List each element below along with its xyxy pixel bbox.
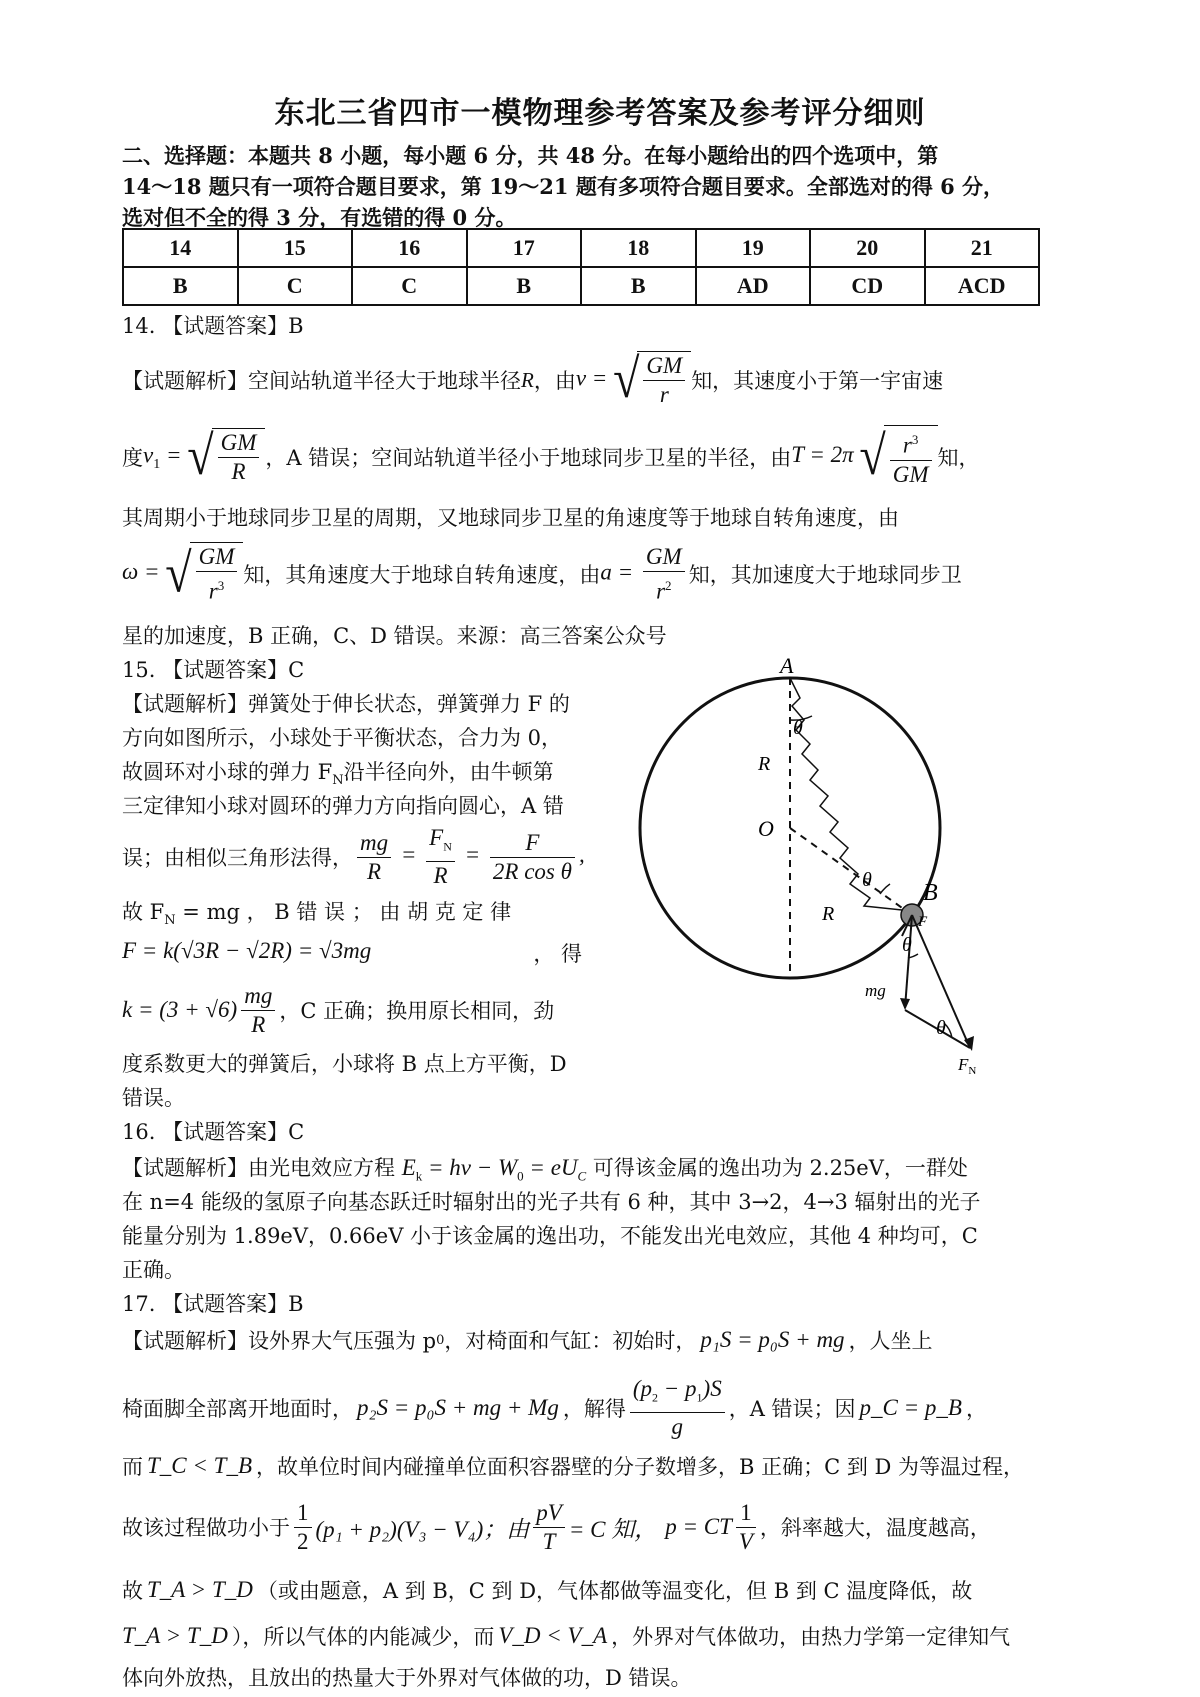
label-theta-FN: θ bbox=[936, 1017, 946, 1039]
q17-analysis-line-1: 【试题解析】设外界大气压强为 p 0 ，对椅面和气缸：初始时， p₁S = p₀S + mg ，人坐上 bbox=[122, 1327, 933, 1353]
q15-k-formula: k = (3 + √6) bbox=[122, 997, 238, 1022]
q17-text: ，故单位时间内碰撞单位面积容器壁的分子数增多，B 正确；C 到 D 为等温过程， bbox=[256, 1455, 1025, 1479]
q17-p-formula: p = CT bbox=[665, 1514, 732, 1539]
q17-temp-compare: T_A > T_D bbox=[147, 1577, 253, 1602]
q15-analysis-line-1: 【试题解析】弹簧处于伸长状态，弹簧弹力 F 的 bbox=[122, 692, 570, 716]
q15-text: 误；由相似三角形法得， bbox=[122, 846, 353, 870]
q17-text: 椅面脚全部离开地面时， bbox=[122, 1397, 353, 1421]
q15-k-fraction: $\frac{mg}{R}$ bbox=[241, 982, 275, 1039]
q14-answer-header: 14. 【试题答案】B bbox=[122, 314, 304, 338]
intro-line-2: 14～18 题只有一项符合题目要求，第 19～21 题有多项符合题目要求。全部选对的得 6 分， bbox=[122, 174, 1005, 199]
answer-table bbox=[122, 228, 1040, 306]
q17-volume-compare: V_D < V_A bbox=[498, 1623, 608, 1648]
label-FN bbox=[957, 1055, 976, 1077]
q17-analysis-line-2 bbox=[122, 1376, 987, 1440]
q17-text: ，解得 bbox=[562, 1397, 626, 1421]
q15-analysis-line-5 bbox=[122, 822, 585, 892]
q14-text: ，A 错误；空间站轨道半径小于地球同步卫星的半径，由 bbox=[265, 446, 792, 470]
q15-text: = mg ， B 错 误 ； 由 胡 克 定 律 bbox=[175, 900, 512, 924]
q15-text: 故 F bbox=[122, 900, 165, 924]
label-B: B bbox=[923, 880, 938, 906]
q14-analysis-line-3: 其周期小于地球同步卫星的周期，又地球同步卫星的角速度等于地球自转角速度，由 bbox=[122, 506, 899, 530]
section-intro bbox=[122, 140, 1062, 233]
radius-OB bbox=[790, 828, 912, 915]
q15-circle-diagram bbox=[640, 653, 1050, 1088]
q17-text: 故 bbox=[122, 1579, 143, 1603]
answer-cell: ACD bbox=[925, 267, 1040, 305]
answer-cell: B bbox=[581, 267, 696, 305]
question-number-cell: 16 bbox=[352, 229, 467, 267]
q17-text: 故该过程做功小于 bbox=[122, 1516, 290, 1540]
q16-symbol: = hν − W bbox=[422, 1155, 518, 1180]
q15-analysis-line-9: 度系数更大的弹簧后，小球将 B 点上方平衡，D bbox=[122, 1052, 567, 1076]
q15-analysis-line-4: 三定律知小球对圆环的弹力方向指向圆心，A 错 bbox=[122, 794, 564, 818]
q17-answer-header: 17. 【试题答案】B bbox=[122, 1292, 304, 1316]
q14-formula-v: v = √ $\frac{GM}{r}$ bbox=[576, 351, 691, 409]
q14-analysis-line-1 bbox=[122, 344, 943, 416]
q14-text: 知，其加速度大于地球同步卫 bbox=[688, 563, 962, 587]
answer-cell: CD bbox=[810, 267, 925, 305]
q15-answer-header: 15. 【试题答案】C bbox=[122, 658, 305, 682]
question-number-cell: 20 bbox=[810, 229, 925, 267]
q15-analysis-line-6: 故 $F_N$ = mg ， B 错 误 ； 由 胡 克 定 律 bbox=[122, 900, 512, 929]
q16-text: 可得该金属的逸出功为 2.25eV，一群处 bbox=[586, 1156, 968, 1180]
q14-formula-T: T = 2π √ $\frac{r^3}{GM}$ bbox=[791, 425, 937, 489]
q15-analysis-line-3: 故圆环对小球的弹力 $F_N$沿半径向外，由牛顿第 bbox=[122, 760, 554, 789]
answer-cell: C bbox=[352, 267, 467, 305]
q17-formula-initial: p₁S = p₀S + mg bbox=[700, 1327, 845, 1352]
answer-cell: C bbox=[238, 267, 353, 305]
q16-text: 【试题解析】由光电效应方程 bbox=[122, 1156, 402, 1180]
q17-text: ，人坐上 bbox=[848, 1329, 933, 1353]
q15-text: 沿半径向外，由牛顿第 bbox=[343, 760, 554, 784]
q16-answer-header: 16. 【试题答案】C bbox=[122, 1120, 305, 1144]
q15-analysis-line-7 bbox=[122, 938, 582, 964]
label-A: A bbox=[780, 653, 794, 678]
q17-pressure-equal: p_C = p_B bbox=[859, 1395, 962, 1420]
q17-text: = C 知， bbox=[568, 1516, 658, 1542]
label-FN-sub: N bbox=[968, 1065, 977, 1077]
label-theta-B: θ bbox=[862, 869, 872, 891]
q17-text: ，对椅面和气缸：初始时， bbox=[444, 1329, 697, 1353]
force-mg-arrowhead bbox=[900, 998, 910, 1010]
q17-half-fraction: $\frac{1}{2}$ bbox=[294, 1499, 312, 1556]
q17-mass-fraction: $\frac{(p_2 - p_1)S}{g}$ bbox=[630, 1375, 725, 1441]
question-number-cell: 19 bbox=[696, 229, 811, 267]
q17-inverse-v-fraction: $\frac{1}{V}$ bbox=[736, 1499, 756, 1556]
q14-text: 【试题解析】空间站轨道半径大于地球半径 bbox=[122, 369, 521, 393]
label-theta-A: θ bbox=[793, 717, 803, 739]
q16-symbol: E bbox=[401, 1155, 416, 1180]
q17-text: 【试题解析】设外界大气压强为 p bbox=[122, 1329, 437, 1353]
answer-cell: B bbox=[467, 267, 582, 305]
q17-analysis-line-3 bbox=[122, 1446, 1024, 1486]
q16-symbol: = eU bbox=[523, 1155, 578, 1180]
q16-photoelectric-formula: $E_k = h\nu - W_0 = eU_C$ bbox=[401, 1155, 587, 1184]
q17-work-bound: (p₁ + p₂)(V₃ − V₄)；由 bbox=[315, 1516, 530, 1542]
q15-text: ，C 正确；换用原长相同，劲 bbox=[279, 999, 555, 1023]
q15-text: ， 得 bbox=[533, 942, 582, 966]
label-mg: mg bbox=[865, 981, 886, 1000]
q16-analysis-line-4: 正确。 bbox=[122, 1258, 185, 1282]
q14-analysis-line-4 bbox=[122, 536, 962, 612]
question-number-cell: 18 bbox=[581, 229, 696, 267]
angle-arc-B bbox=[880, 884, 890, 894]
q14-text: ，由 bbox=[533, 369, 576, 393]
q15-analysis-line-2: 方向如图所示，小球处于平衡状态，合力为 0， bbox=[122, 726, 563, 750]
intro-line-1: 二、选择题：本题共 8 小题，每小题 6 分，共 48 分。在每小题给出的四个选项中，第 bbox=[122, 143, 939, 168]
q17-pv-fraction: $\frac{pV}{T}$ bbox=[533, 1499, 565, 1556]
label-FN-main: F bbox=[958, 1055, 969, 1074]
label-R-upper: R bbox=[758, 753, 771, 775]
question-number-cell: 17 bbox=[467, 229, 582, 267]
q15-hooke-formula: F = k(√3R − √2R) = √3mg bbox=[122, 938, 372, 963]
answer-cell: AD bbox=[696, 267, 811, 305]
q17-text: ， bbox=[965, 1397, 987, 1421]
q17-analysis-line-5 bbox=[122, 1570, 972, 1610]
intro-line-3: 选对但不全的得 3 分，有选错的得 0 分。 bbox=[122, 205, 517, 230]
answer-table-answer-row bbox=[123, 267, 1039, 305]
q17-text: ，斜率越大，温度越高， bbox=[759, 1516, 991, 1540]
q14-formula-v1: $v_1$ = √ $\frac{GM}{R}$ bbox=[143, 428, 265, 486]
question-number-cell: 14 bbox=[123, 229, 238, 267]
answer-table-number-row bbox=[123, 229, 1039, 267]
q17-temp-compare: T_A > T_D bbox=[122, 1623, 228, 1648]
q16-analysis-line-2: 在 n=4 能级的氢原子向基态跃迁时辐射出的光子共有 6 种，其中 3→2，4→3 辐射出的光子 bbox=[122, 1190, 981, 1214]
label-theta-F: θ bbox=[902, 934, 912, 956]
q16-analysis-line-3: 能量分别为 1.89eV，0.66eV 小于该金属的逸出功，不能发出光电效应，其他 4 种均可，C bbox=[122, 1224, 978, 1248]
q14-text: 知，其角速度大于地球自转角速度，由 bbox=[243, 563, 601, 587]
q17-text: ，外界对气体做功，由热力学第一定律知气 bbox=[611, 1625, 1011, 1649]
q14-text: 知，其速度小于第一宇宙速 bbox=[691, 369, 944, 393]
document-title: 东北三省四市一模物理参考答案及参考评分细则 bbox=[274, 96, 926, 131]
q17-text: ，A 错误；因 bbox=[728, 1397, 856, 1421]
q14-analysis-line-2 bbox=[122, 420, 980, 494]
q17-temp-compare: T_C < T_B bbox=[147, 1453, 252, 1478]
q15-text: 故圆环对小球的弹力 F bbox=[122, 760, 333, 784]
q17-text: 而 bbox=[122, 1455, 143, 1479]
label-R-lower: R bbox=[822, 903, 835, 925]
q14-symbol-R: R bbox=[521, 367, 534, 392]
label-O: O bbox=[758, 816, 774, 841]
q14-text: 度 bbox=[122, 446, 143, 470]
q17-text: （或由题意，A 到 B，C 到 D，气体都做等温变化，但 B 到 C 温度降低，故 bbox=[256, 1579, 973, 1603]
q17-analysis-line-4 bbox=[122, 1494, 991, 1560]
q17-text: ），所以气体的内能减少，而 bbox=[231, 1625, 495, 1649]
q14-text: 知， bbox=[937, 446, 980, 470]
q17-analysis-line-7: 体向外放热，且放出的热量大于外界对气体做的功，D 错误。 bbox=[122, 1666, 692, 1690]
q15-analysis-line-10: 错误。 bbox=[122, 1086, 185, 1110]
q14-formula-a: a = $\frac{GM}{r^2}$ bbox=[600, 543, 688, 606]
q14-formula-omega: ω = √ $\frac{GM}{r^3}$ bbox=[122, 542, 243, 606]
label-F: F bbox=[918, 914, 928, 930]
q14-analysis-line-5: 星的加速度，B 正确，C、D 错误。来源：高三答案公众号 bbox=[122, 624, 667, 648]
q15-analysis-line-8 bbox=[122, 978, 554, 1042]
q16-analysis-line-1 bbox=[122, 1152, 968, 1185]
answer-cell: B bbox=[123, 267, 238, 305]
q17-analysis-line-6 bbox=[122, 1616, 1010, 1656]
question-number-cell: 21 bbox=[925, 229, 1040, 267]
question-number-cell: 15 bbox=[238, 229, 353, 267]
q15-similar-triangles-formula: $\frac{mg}{R}$ = $\frac{F_N}{R}$ = $\frac{F}{\text{2R cos θ}}$ , bbox=[353, 824, 585, 890]
q17-formula-seated: p₂S = p₀S + mg + Mg bbox=[357, 1395, 559, 1420]
